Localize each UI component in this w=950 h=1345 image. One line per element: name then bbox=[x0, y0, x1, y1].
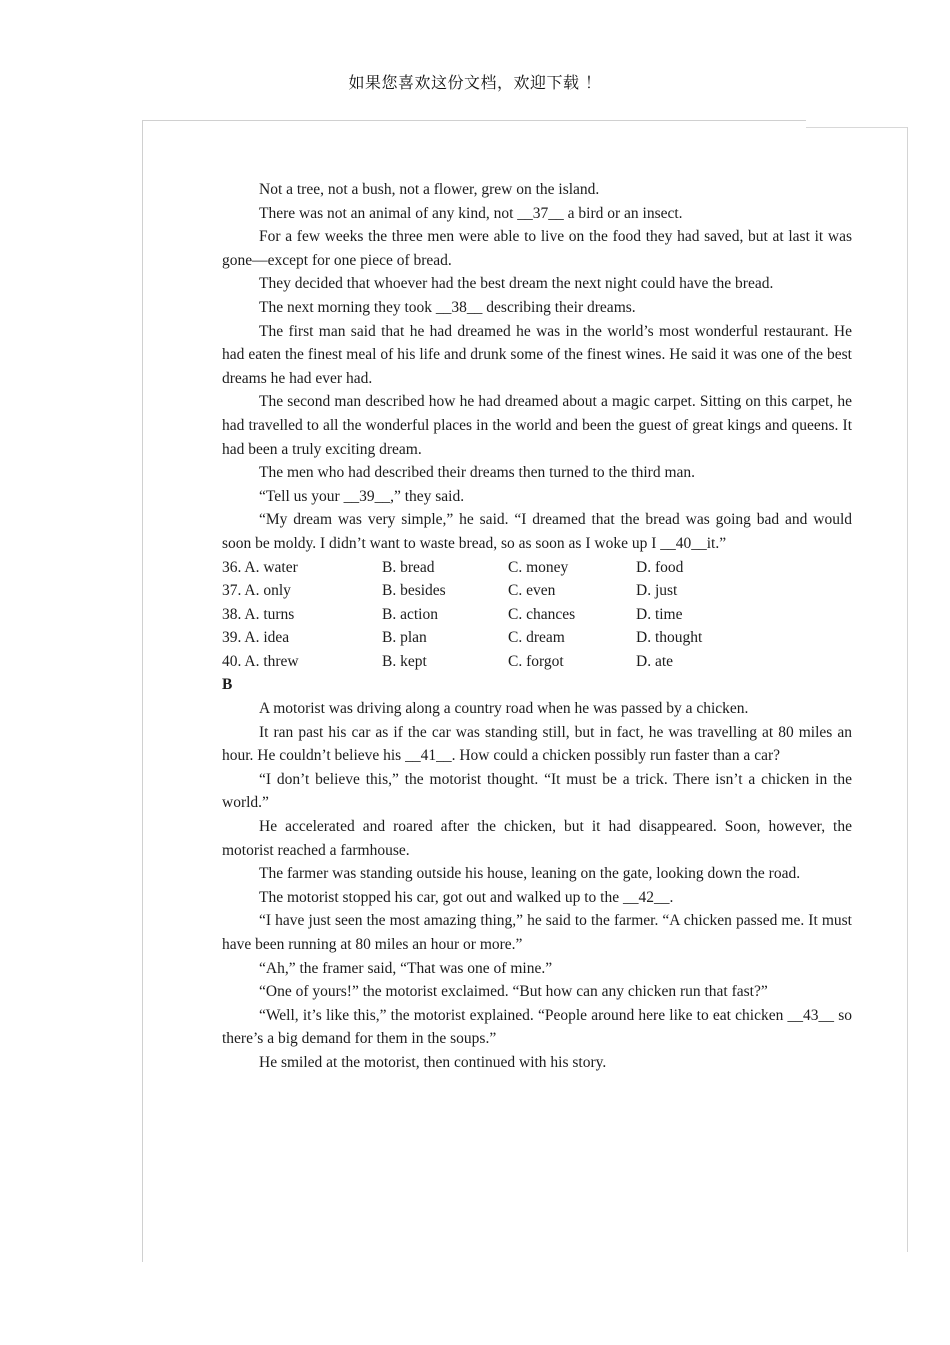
paragraph: “My dream was very simple,” he said. “I dreamed that the bread was going bad and would soon be moldy. I didn’t want to waste bread, so as soon as I woke up I __40__it.” bbox=[222, 511, 852, 552]
paragraph: It ran past his car as if the car was standing still, but in fact, he was travelling at 80 miles an hour. He couldn’t believe his __41__. How could a chicken possibly run faster than a car? bbox=[222, 723, 852, 765]
paragraph: A motorist was driving along a country road when he was passed by a chicken. bbox=[259, 700, 749, 718]
option-row bbox=[222, 603, 852, 627]
paragraph: The next morning they took __38__ describing their dreams. bbox=[259, 298, 636, 316]
option-c: C. dream bbox=[508, 629, 565, 647]
paragraph: Not a tree, not a bush, not a flower, grew on the island. bbox=[259, 181, 600, 198]
option-d: D. ate bbox=[636, 652, 674, 670]
paragraph: “Tell us your __39__,” they said. bbox=[259, 487, 465, 505]
paragraph: They decided that whoever had the best dream the next night could have the bread. bbox=[259, 275, 774, 293]
paragraph: “I have just seen the most amazing thing,” he said to the farmer. “A chicken passed me. It must have been running at 80 miles an hour or more.” bbox=[222, 912, 852, 953]
paragraph: The second man described how he had dreamed about a magic carpet. Sitting on this carpet, he had travelled to all the wonderful places in the world and been the guest of great kings and queens. It had been a truly exciting dream. bbox=[222, 393, 852, 458]
document-body bbox=[222, 178, 852, 1075]
paragraph: “I don’t believe this,” the motorist thought. “It must be a trick. There isn’t a chicken in the world.” bbox=[222, 770, 852, 812]
option-b: B. besides bbox=[382, 582, 446, 600]
section-title: B bbox=[222, 676, 233, 694]
option-b: B. plan bbox=[382, 629, 427, 647]
paragraph: The motorist stopped his car, got out and walked up to the __42__. bbox=[259, 888, 674, 906]
paragraph: The farmer was standing outside his house, leaning on the gate, looking down the road. bbox=[259, 865, 801, 883]
option-d: D. thought bbox=[636, 629, 703, 647]
option-b: B. bread bbox=[382, 558, 435, 576]
frame-border-top-right bbox=[806, 127, 908, 128]
paragraph: There was not an animal of any kind, not __37__ a bird or an insect. bbox=[259, 204, 683, 222]
paragraph: “Ah,” the framer said, “That was one of mine.” bbox=[259, 959, 553, 977]
paragraph: The men who had described their dreams then turned to the third man. bbox=[259, 464, 696, 482]
option-row bbox=[222, 626, 852, 650]
option-c: C. money bbox=[508, 558, 569, 576]
paragraph: “One of yours!” the motorist exclaimed. “But how can any chicken run that fast?” bbox=[259, 983, 768, 1001]
option-row bbox=[222, 579, 852, 603]
paragraph: He accelerated and roared after the chicken, but it had disappeared. Soon, however, the motorist reached a farmhouse. bbox=[222, 818, 852, 859]
answer-options bbox=[222, 556, 852, 674]
frame-border-left bbox=[142, 120, 143, 1262]
option-c: C. forgot bbox=[508, 652, 564, 670]
option-d: D. food bbox=[636, 558, 684, 576]
paragraph: For a few weeks the three men were able to live on the food they had saved, but at last it was gone—except for one piece of bread. bbox=[222, 228, 852, 269]
frame-border-right bbox=[907, 127, 908, 1252]
page-header: 如果您喜欢这份文档，欢迎下载 ！ bbox=[348, 73, 602, 92]
paragraph: He smiled at the motorist, then continued with his story. bbox=[259, 1053, 607, 1071]
option-a: 37. A. only bbox=[222, 582, 291, 600]
option-a: 38. A. turns bbox=[222, 605, 295, 623]
section-a bbox=[222, 178, 852, 556]
option-row bbox=[222, 650, 852, 674]
option-c: C. chances bbox=[508, 605, 576, 623]
option-row bbox=[222, 556, 852, 580]
option-b: B. kept bbox=[382, 652, 427, 670]
option-c: C. even bbox=[508, 582, 556, 600]
section-b bbox=[222, 697, 852, 1075]
option-d: D. just bbox=[636, 582, 678, 600]
option-d: D. time bbox=[636, 605, 683, 623]
option-b: B. action bbox=[382, 605, 438, 623]
frame-border-top bbox=[142, 120, 806, 121]
option-a: 40. A. threw bbox=[222, 652, 299, 670]
option-a: 39. A. idea bbox=[222, 629, 290, 647]
paragraph: The first man said that he had dreamed he was in the world’s most wonderful restaurant. He had eaten the finest meal of his life and drunk some of the finest wines. He said it was one of the best dreams he had ever had. bbox=[222, 322, 852, 387]
paragraph: “Well, it’s like this,” the motorist explained. “People around here like to eat chicken __43__ so there’s a big demand for them in the soups.” bbox=[222, 1006, 852, 1048]
option-a: 36. A. water bbox=[222, 558, 298, 576]
